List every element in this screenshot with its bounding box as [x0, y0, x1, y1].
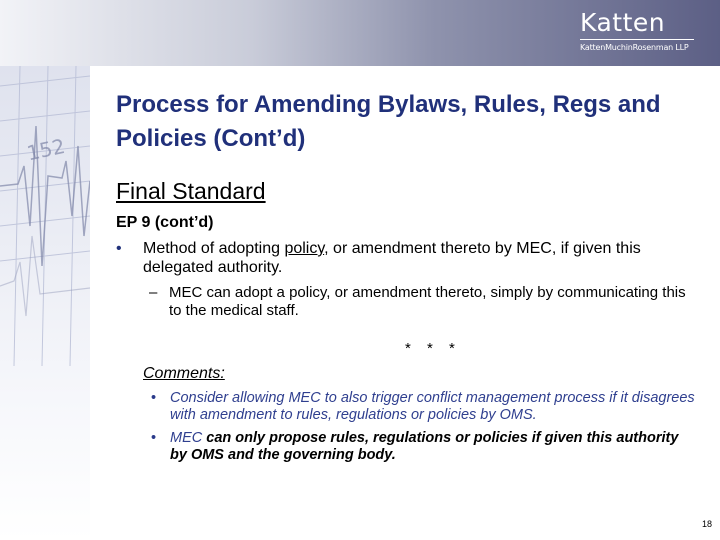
- comment-rest: can only propose rules, regulations or policies if given this authority by OMS and the governing body.: [170, 430, 679, 463]
- katten-logo: Katten: [580, 8, 666, 37]
- logo-divider: [580, 39, 694, 40]
- bullet-icon: •: [151, 430, 157, 446]
- page-number: 18: [702, 519, 713, 529]
- bullet-icon: •: [151, 390, 157, 406]
- comments-label: Comments:: [143, 365, 225, 382]
- section-heading: Final Standard: [116, 178, 266, 204]
- bullet-text: [143, 239, 693, 277]
- slide-title: Process for Amending Bylaws, Rules, Regs and Policies (Cont’d): [116, 91, 661, 152]
- bullet-icon: •: [116, 240, 122, 257]
- dash-icon: –: [149, 284, 158, 301]
- svg-text:152: 152: [24, 133, 68, 166]
- comment-text: [170, 430, 695, 464]
- ecg-chart-image: [0, 66, 90, 540]
- policy-underlined: policy: [284, 240, 325, 257]
- sub-bullet-text: MEC can adopt a policy, or amendment thereto, simply by communicating this to the medical staff.: [169, 284, 686, 319]
- comment-text: Consider allowing MEC to also trigger conflict management process if it disagrees with amendment to rules, regulations or policies by OMS.: [170, 390, 695, 423]
- comment-lead: MEC: [170, 430, 203, 446]
- section-break: * * *: [405, 340, 461, 357]
- ecg-trace-icon: [0, 66, 90, 540]
- bullet-text-end: , or amendment thereto by MEC, if given this delegated authority.: [143, 240, 641, 276]
- ep-label: EP 9 (cont’d): [116, 214, 214, 231]
- bullet-text-start: Method of adopting: [143, 240, 285, 257]
- firm-name: KattenMuchinRosenman LLP: [580, 43, 689, 52]
